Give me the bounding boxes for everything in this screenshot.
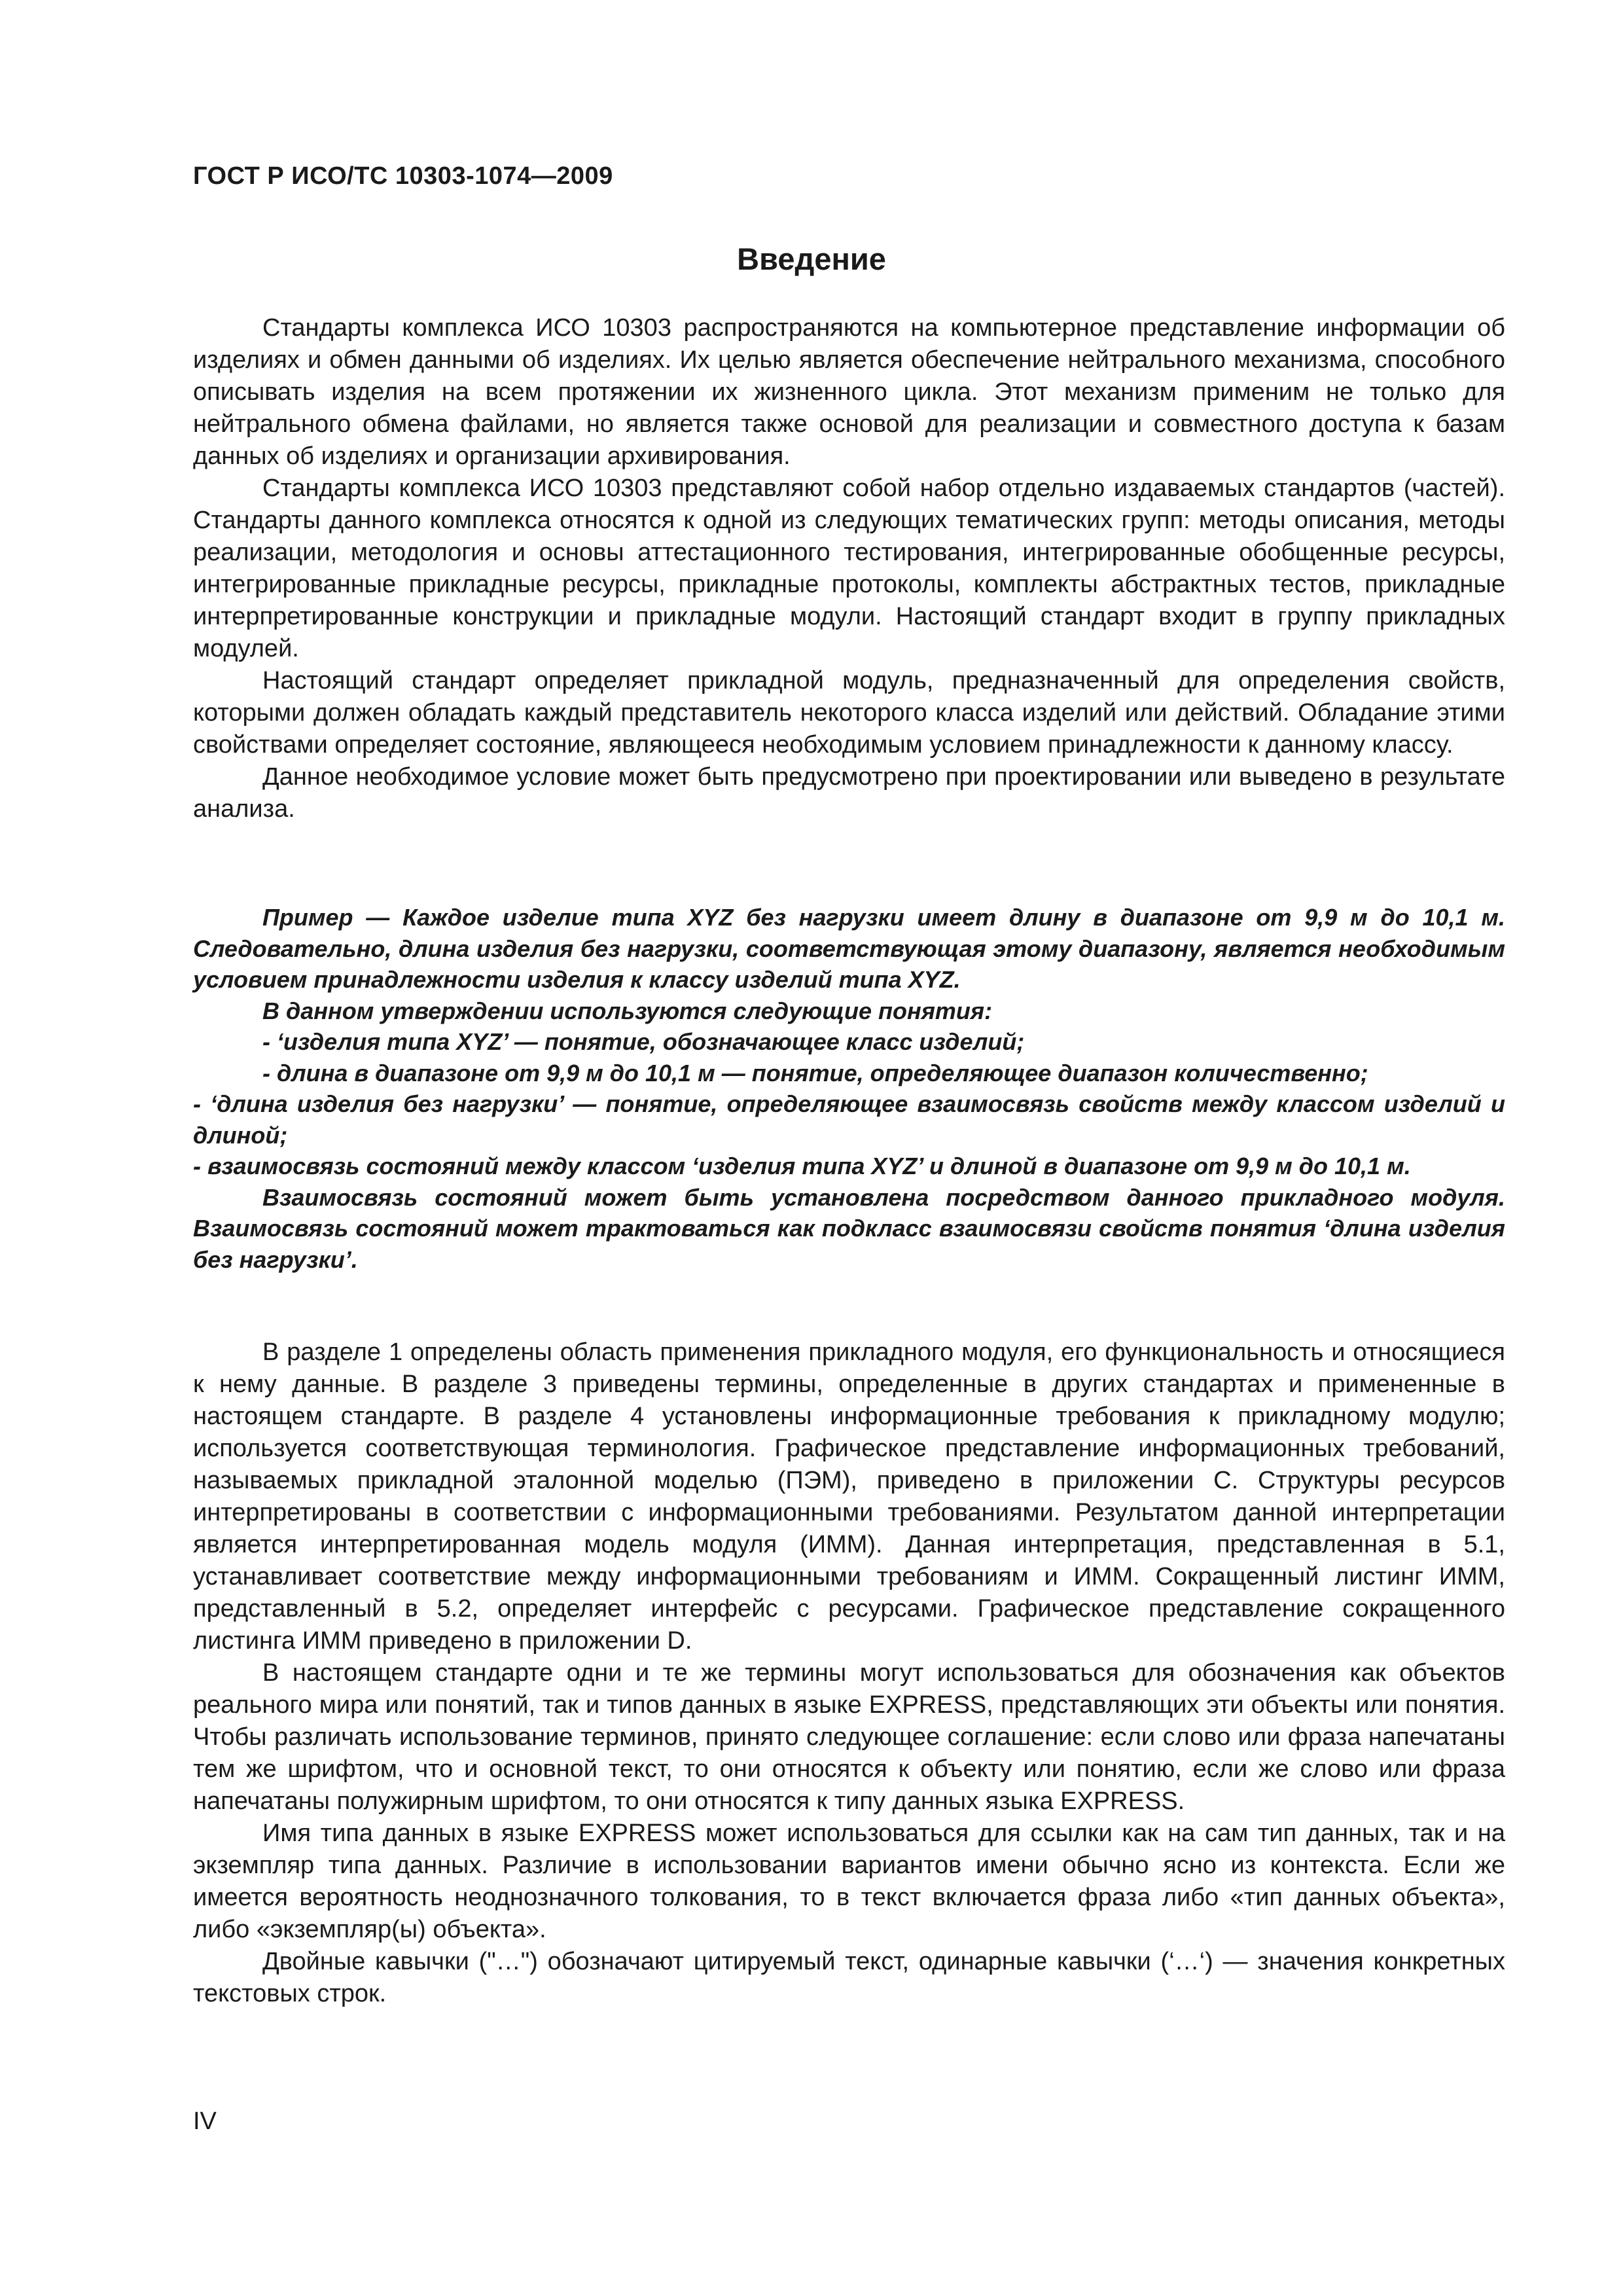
body-text [193, 1336, 1505, 2010]
example-list-item: - ‘длина изделия без нагрузки’ — понятие, определяющее взаимосвязь свойств между классом изделий и длиной; [193, 1090, 1505, 1149]
example-list-item: - ‘изделия типа XYZ’ — понятие, обозначающее класс изделий; [262, 1028, 1025, 1055]
paragraph: Имя типа данных в языке EXPRESS может использоваться для ссылки как на сам тип данных, так и на экземпляр типа данных. Различие в использовании вариантов имени обычно ясно из контекста. Если же имеется вероятность неоднозначного толкования, то в текст включается фраза либо «тип данных объекта», либо «экземпляр(ы) объекта». [193, 1820, 1505, 1943]
paragraph: Двойные кавычки ("…") обозначают цитируемый текст, одинарные кавычки (‘…‘) — значения конкретных текстовых строк. [193, 1948, 1505, 2007]
paragraph: В настоящем стандарте одни и те же термины могут использоваться для обозначения как объектов реального мира или понятий, так и типов данных в языке EXPRESS, представляющих эти объекты или понятия. Чтобы различать использование терминов, принято следующее соглашение: если слово или фраза напечатаны тем же шрифтом, что и основной текст, то они относятся к объекту или понятию, если же слово или фраза напечатаны полужирным шрифтом, то они относятся к типу данных языка EXPRESS. [193, 1659, 1505, 1815]
example-block [193, 902, 1505, 1275]
example-list-item: - взаимосвязь состояний между классом ‘изделия типа XYZ’ и длиной в диапазоне от 9,9 м до 10,1 м. [193, 1153, 1411, 1179]
introduction-text [193, 312, 1505, 825]
standard-designation: ГОСТ Р ИСО/ТС 10303-1074—2009 [193, 162, 613, 190]
paragraph: В разделе 1 определены область применения прикладного модуля, его функциональность и относящиеся к нему данные. В разделе 3 приведены термины, определенные в других стандартах и примененные в настоящем стандарте. В разделе 4 установлены информационные требования к прикладному модулю; используется соответствующая терминология. Графическое представление информационных требований, называемых прикладной эталонной моделью (ПЭМ), приведено в приложении С. Структуры ресурсов интерпретированы в соответствии с информационными требованиями. Результатом данной интерпретации является интерпретированная модель модуля (ИММ). Данная интерпретация, представленная в 5.1, устанавливает соответствие между информационными требованиям и ИММ. Сокращенный листинг ИММ, представленный в 5.2, определяет интерфейс с ресурсами. Графическое представление сокращенного листинга ИММ приведено в приложении D. [193, 1338, 1505, 1655]
paragraph: Настоящий стандарт определяет прикладной модуль, предназначенный для определения свойств, которыми должен обладать каждый представитель некоторого класса изделий или действий. Обладание этими свойствами определяет состояние, являющееся необходимым условием принадлежности к данному классу. [193, 667, 1505, 759]
example-paragraph: Пример — Каждое изделие типа XYZ без нагрузки имеет длину в диапазоне от 9,9 м до 10,1 м. Следовательно, длина изделия без нагрузки, соответствующая этому диапазону, является необходимым условием принадлежности изделия к классу изделий типа XYZ. [193, 904, 1505, 993]
paragraph: Данное необходимое условие может быть предусмотрено при проектировании или выведено в результате анализа. [193, 763, 1505, 823]
example-paragraph: Взаимосвязь состояний может быть установлена посредством данного прикладного модуля. Взаимосвязь состояний может трактоваться как подкласс взаимосвязи свойств понятия ‘длина изделия без нагрузки’. [193, 1183, 1505, 1273]
paragraph: Стандарты комплекса ИСО 10303 представляют собой набор отдельно издаваемых стандартов (частей). Стандарты данного комплекса относятся к одной из следующих тематических групп: методы описания, методы реализации, методология и основы аттестационного тестирования, интегрированные обобщенные ресурсы, интегрированные прикладные ресурсы, прикладные протоколы, комплекты абстрактных тестов, прикладные интерпретированные конструкции и прикладные модули. Настоящий стандарт входит в группу прикладных модулей. [193, 475, 1505, 662]
example-paragraph: В данном утверждении используются следующие понятия: [262, 997, 993, 1024]
page-number: IV [193, 2108, 217, 2135]
paragraph: Стандарты комплекса ИСО 10303 распространяются на компьютерное представление информации об изделиях и обмен данными об изделиях. Их целью является обеспечение нейтрального механизма, способного описывать изделия на всем протяжении их жизненного цикла. Этот механизм применим не только для нейтрального обмена файлами, но является также основой для реализации и совместного доступа к базам данных об изделиях и организации архивирования. [193, 314, 1505, 470]
page-title: Введение [737, 242, 886, 276]
example-list-item: - длина в диапазоне от 9,9 м до 10,1 м — понятие, определяющее диапазон количественно; [262, 1059, 1368, 1086]
